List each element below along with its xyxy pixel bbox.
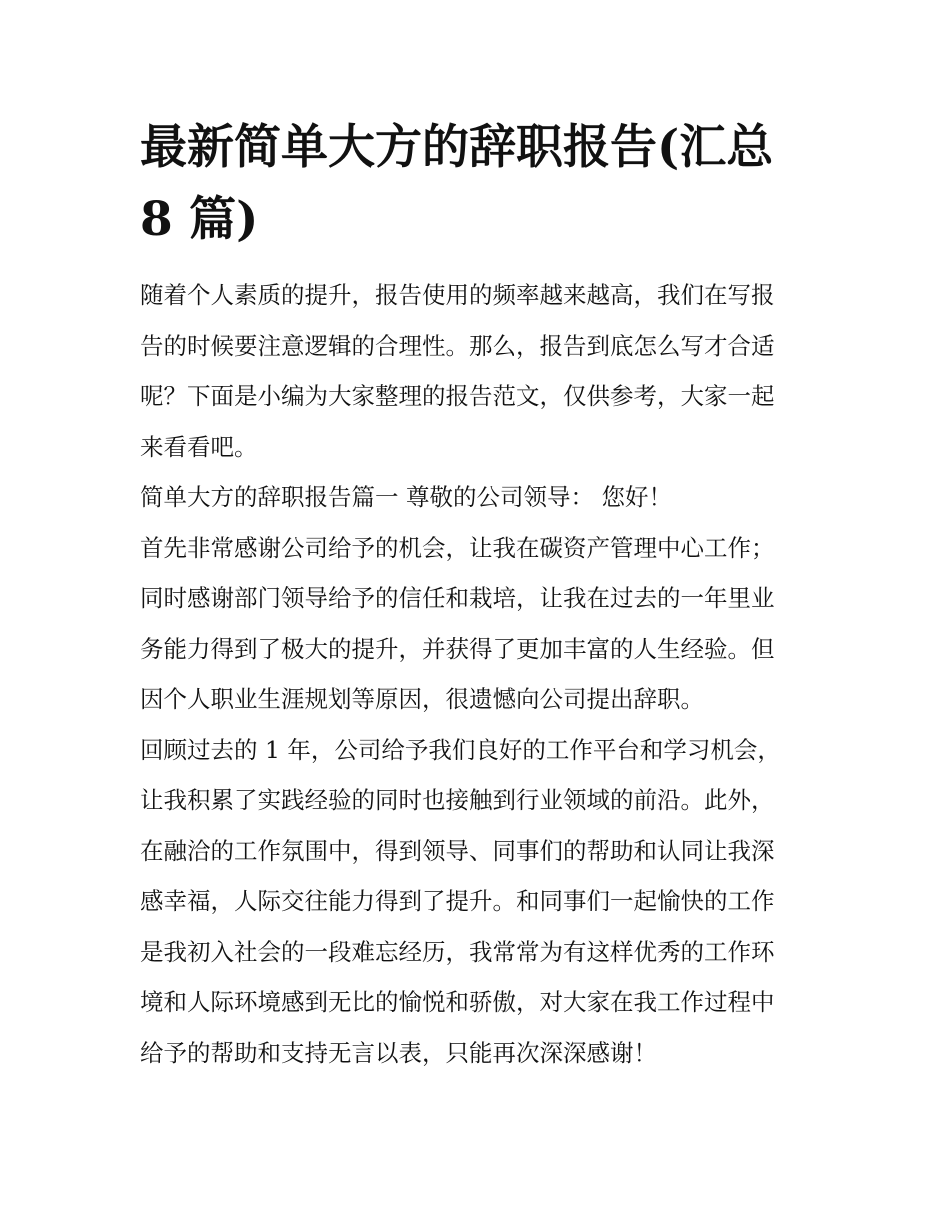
document-title: [140, 112, 812, 256]
text-line: 因个人职业生涯规划等原因，很遗憾向公司提出辞职。: [140, 685, 704, 713]
text-line: 呢？下面是小编为大家整理的报告范文，仅供参考，大家一起: [140, 382, 775, 410]
text-line: 简单大方的辞职报告篇一 尊敬的公司领导： 您好！: [140, 483, 672, 511]
text-line: 是我初入社会的一段难忘经历，我常常为有这样优秀的工作环: [140, 937, 775, 966]
text-line: 来看看吧。: [140, 432, 258, 461]
text-line: 告的时候要注意逻辑的合理性。那么，报告到底怎么写才合适: [140, 331, 775, 360]
text-line: 给予的帮助和支持无言以表，只能再次深深感谢！: [140, 1038, 657, 1067]
text-line: 让我积累了实践经验的同时也接触到行业领域的前沿。此外，: [140, 786, 775, 814]
intro-paragraph: [140, 270, 812, 472]
letter-heading-paragraph: [140, 472, 812, 523]
letter-body-paragraph: [140, 523, 812, 725]
title-line: 8 篇): [140, 192, 259, 247]
text-line: 同时感谢部门领导给予的信任和栽培，让我在过去的一年里业: [140, 584, 775, 612]
document-content: [140, 112, 812, 1078]
title-line: 最新简单大方的辞职报告(汇总: [140, 120, 774, 175]
document-body: [140, 270, 812, 1078]
text-line: 随着个人素质的提升，报告使用的频率越来越高，我们在写报: [140, 281, 775, 309]
text-line: 感幸福，人际交往能力得到了提升。和同事们一起愉快的工作: [140, 887, 775, 915]
text-line: 回顾过去的 1 年，公司给予我们良好的工作平台和学习机会，: [140, 735, 781, 764]
text-line: 在融洽的工作氛围中，得到领导、同事们的帮助和认同让我深: [140, 836, 775, 865]
text-line: 首先非常感谢公司给予的机会，让我在碳资产管理中心工作；: [140, 533, 775, 562]
text-line: 境和人际环境感到无比的愉悦和骄傲，对大家在我工作过程中: [140, 988, 775, 1016]
text-line: 务能力得到了极大的提升，并获得了更加丰富的人生经验。但: [140, 634, 775, 663]
letter-body-paragraph: [140, 725, 812, 1079]
